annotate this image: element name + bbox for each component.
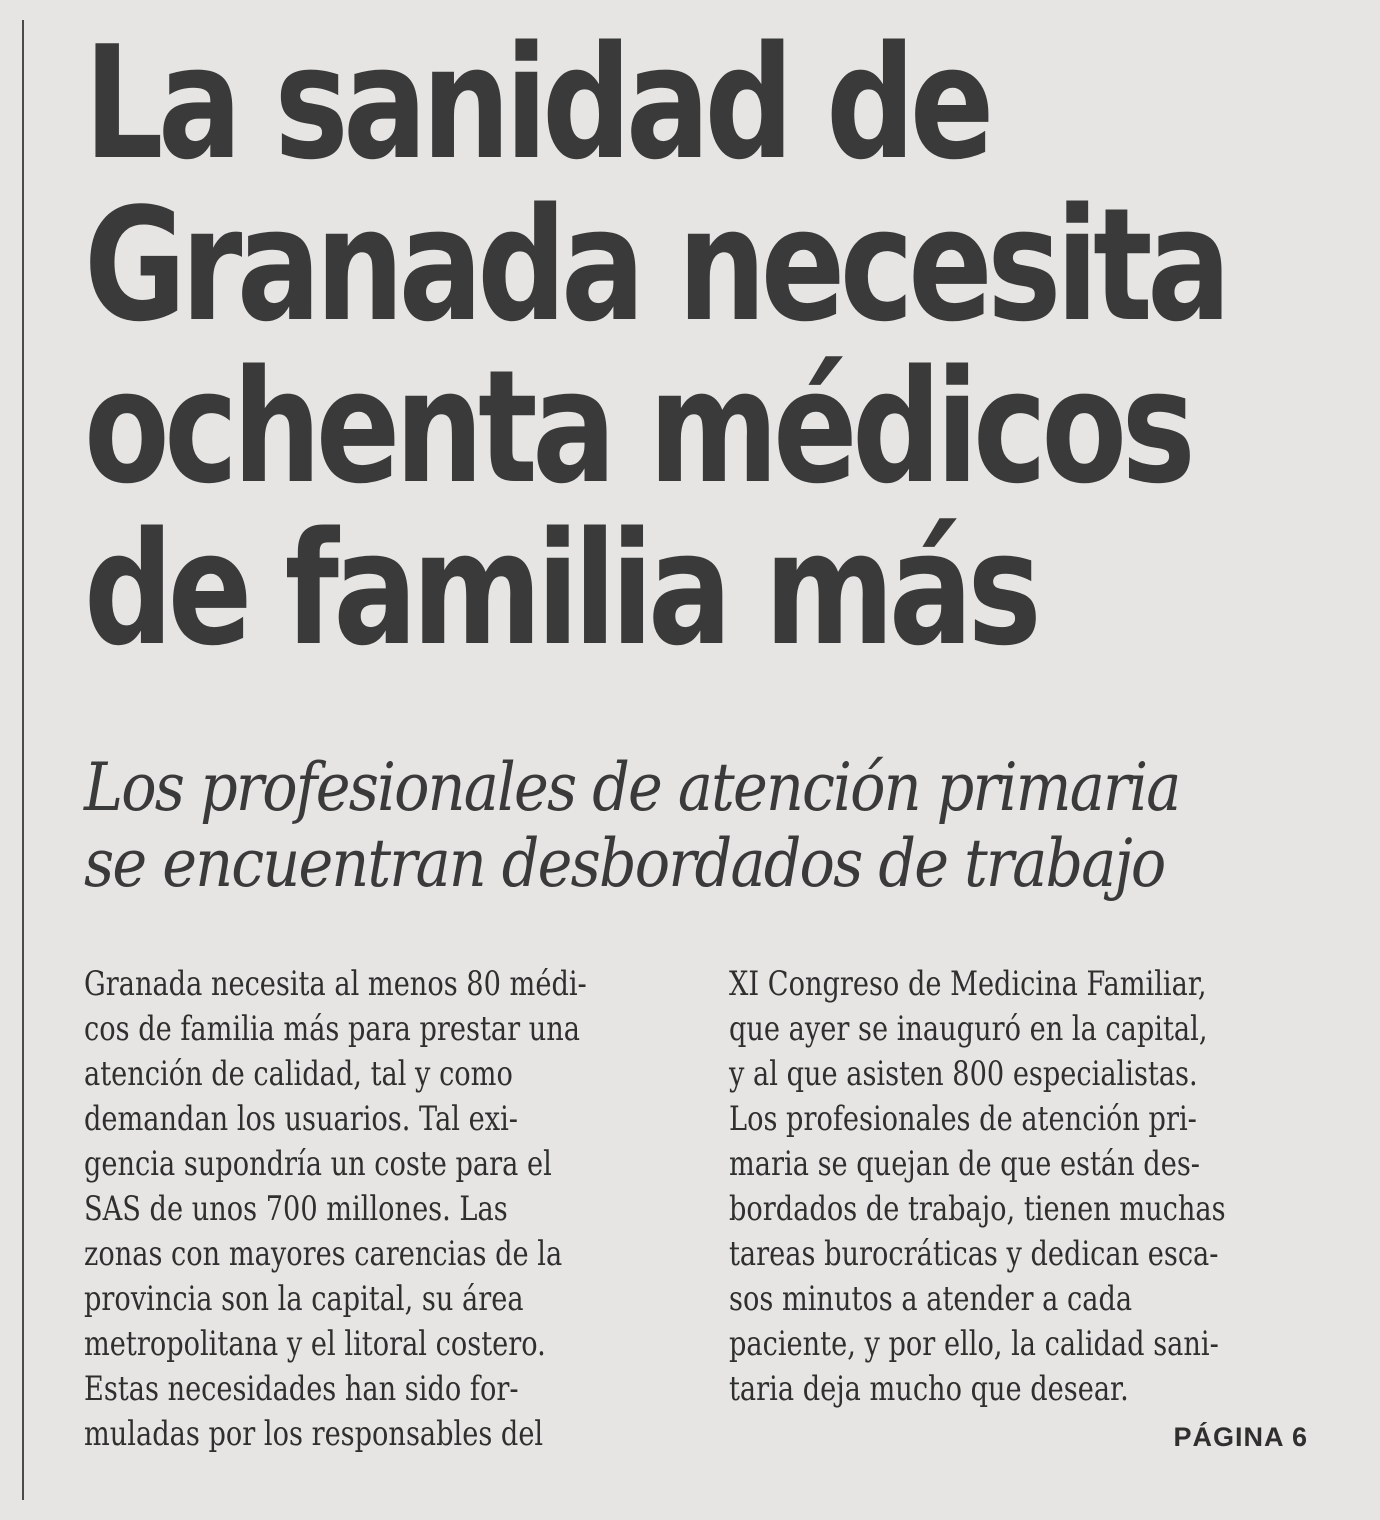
subheadline	[84, 750, 1188, 902]
headline	[84, 12, 1226, 680]
headline-line: de familia más	[84, 498, 1037, 680]
body-column-left	[84, 962, 587, 1457]
body-line: Los profesionales de atención pri-	[729, 1099, 1197, 1139]
headline-line: La sanidad de	[84, 12, 989, 194]
body-line: demandan los usuarios. Tal exi-	[84, 1099, 518, 1139]
body-line: que ayer se inauguró en la capital,	[729, 1009, 1208, 1049]
body-line: Estas necesidades han sido for-	[84, 1369, 519, 1409]
subheadline-line: Los profesionales de atención primaria	[84, 749, 1180, 826]
body-line: maria se quejan de que están des-	[729, 1144, 1200, 1184]
body-line: metropolitana y el litoral costero.	[84, 1324, 546, 1364]
body-line: Granada necesita al menos 80 médi-	[84, 964, 587, 1004]
body-line: paciente, y por ello, la calidad sani-	[729, 1324, 1219, 1364]
body-line: taria deja mucho que desear.	[729, 1369, 1129, 1409]
column-rule	[22, 20, 24, 1500]
body-column-right	[729, 962, 1226, 1412]
subheadline-line: se encuentran desbordados de trabajo	[84, 825, 1165, 902]
page-reference: PÁGINA 6	[1173, 1422, 1308, 1452]
body-line: bordados de trabajo, tienen muchas	[729, 1189, 1226, 1229]
body-line: sos minutos a atender a cada	[729, 1279, 1133, 1319]
body-line: zonas con mayores carencias de la	[84, 1234, 563, 1274]
body-line: gencia supondría un coste para el	[84, 1144, 552, 1184]
headline-line: Granada necesita	[84, 174, 1226, 356]
body-line: muladas por los responsables del	[84, 1414, 544, 1454]
body-line: SAS de unos 700 millones. Las	[84, 1189, 508, 1229]
body-line: provincia son la capital, su área	[84, 1279, 524, 1319]
headline-line: ochenta médicos	[84, 336, 1191, 518]
body-line: cos de familia más para prestar una	[84, 1009, 581, 1049]
body-line: y al que asisten 800 especialistas.	[729, 1054, 1198, 1094]
body-line: tareas burocráticas y dedican esca-	[729, 1234, 1219, 1274]
body-line: atención de calidad, tal y como	[84, 1054, 513, 1094]
body-line: XI Congreso de Medicina Familiar,	[729, 964, 1207, 1004]
